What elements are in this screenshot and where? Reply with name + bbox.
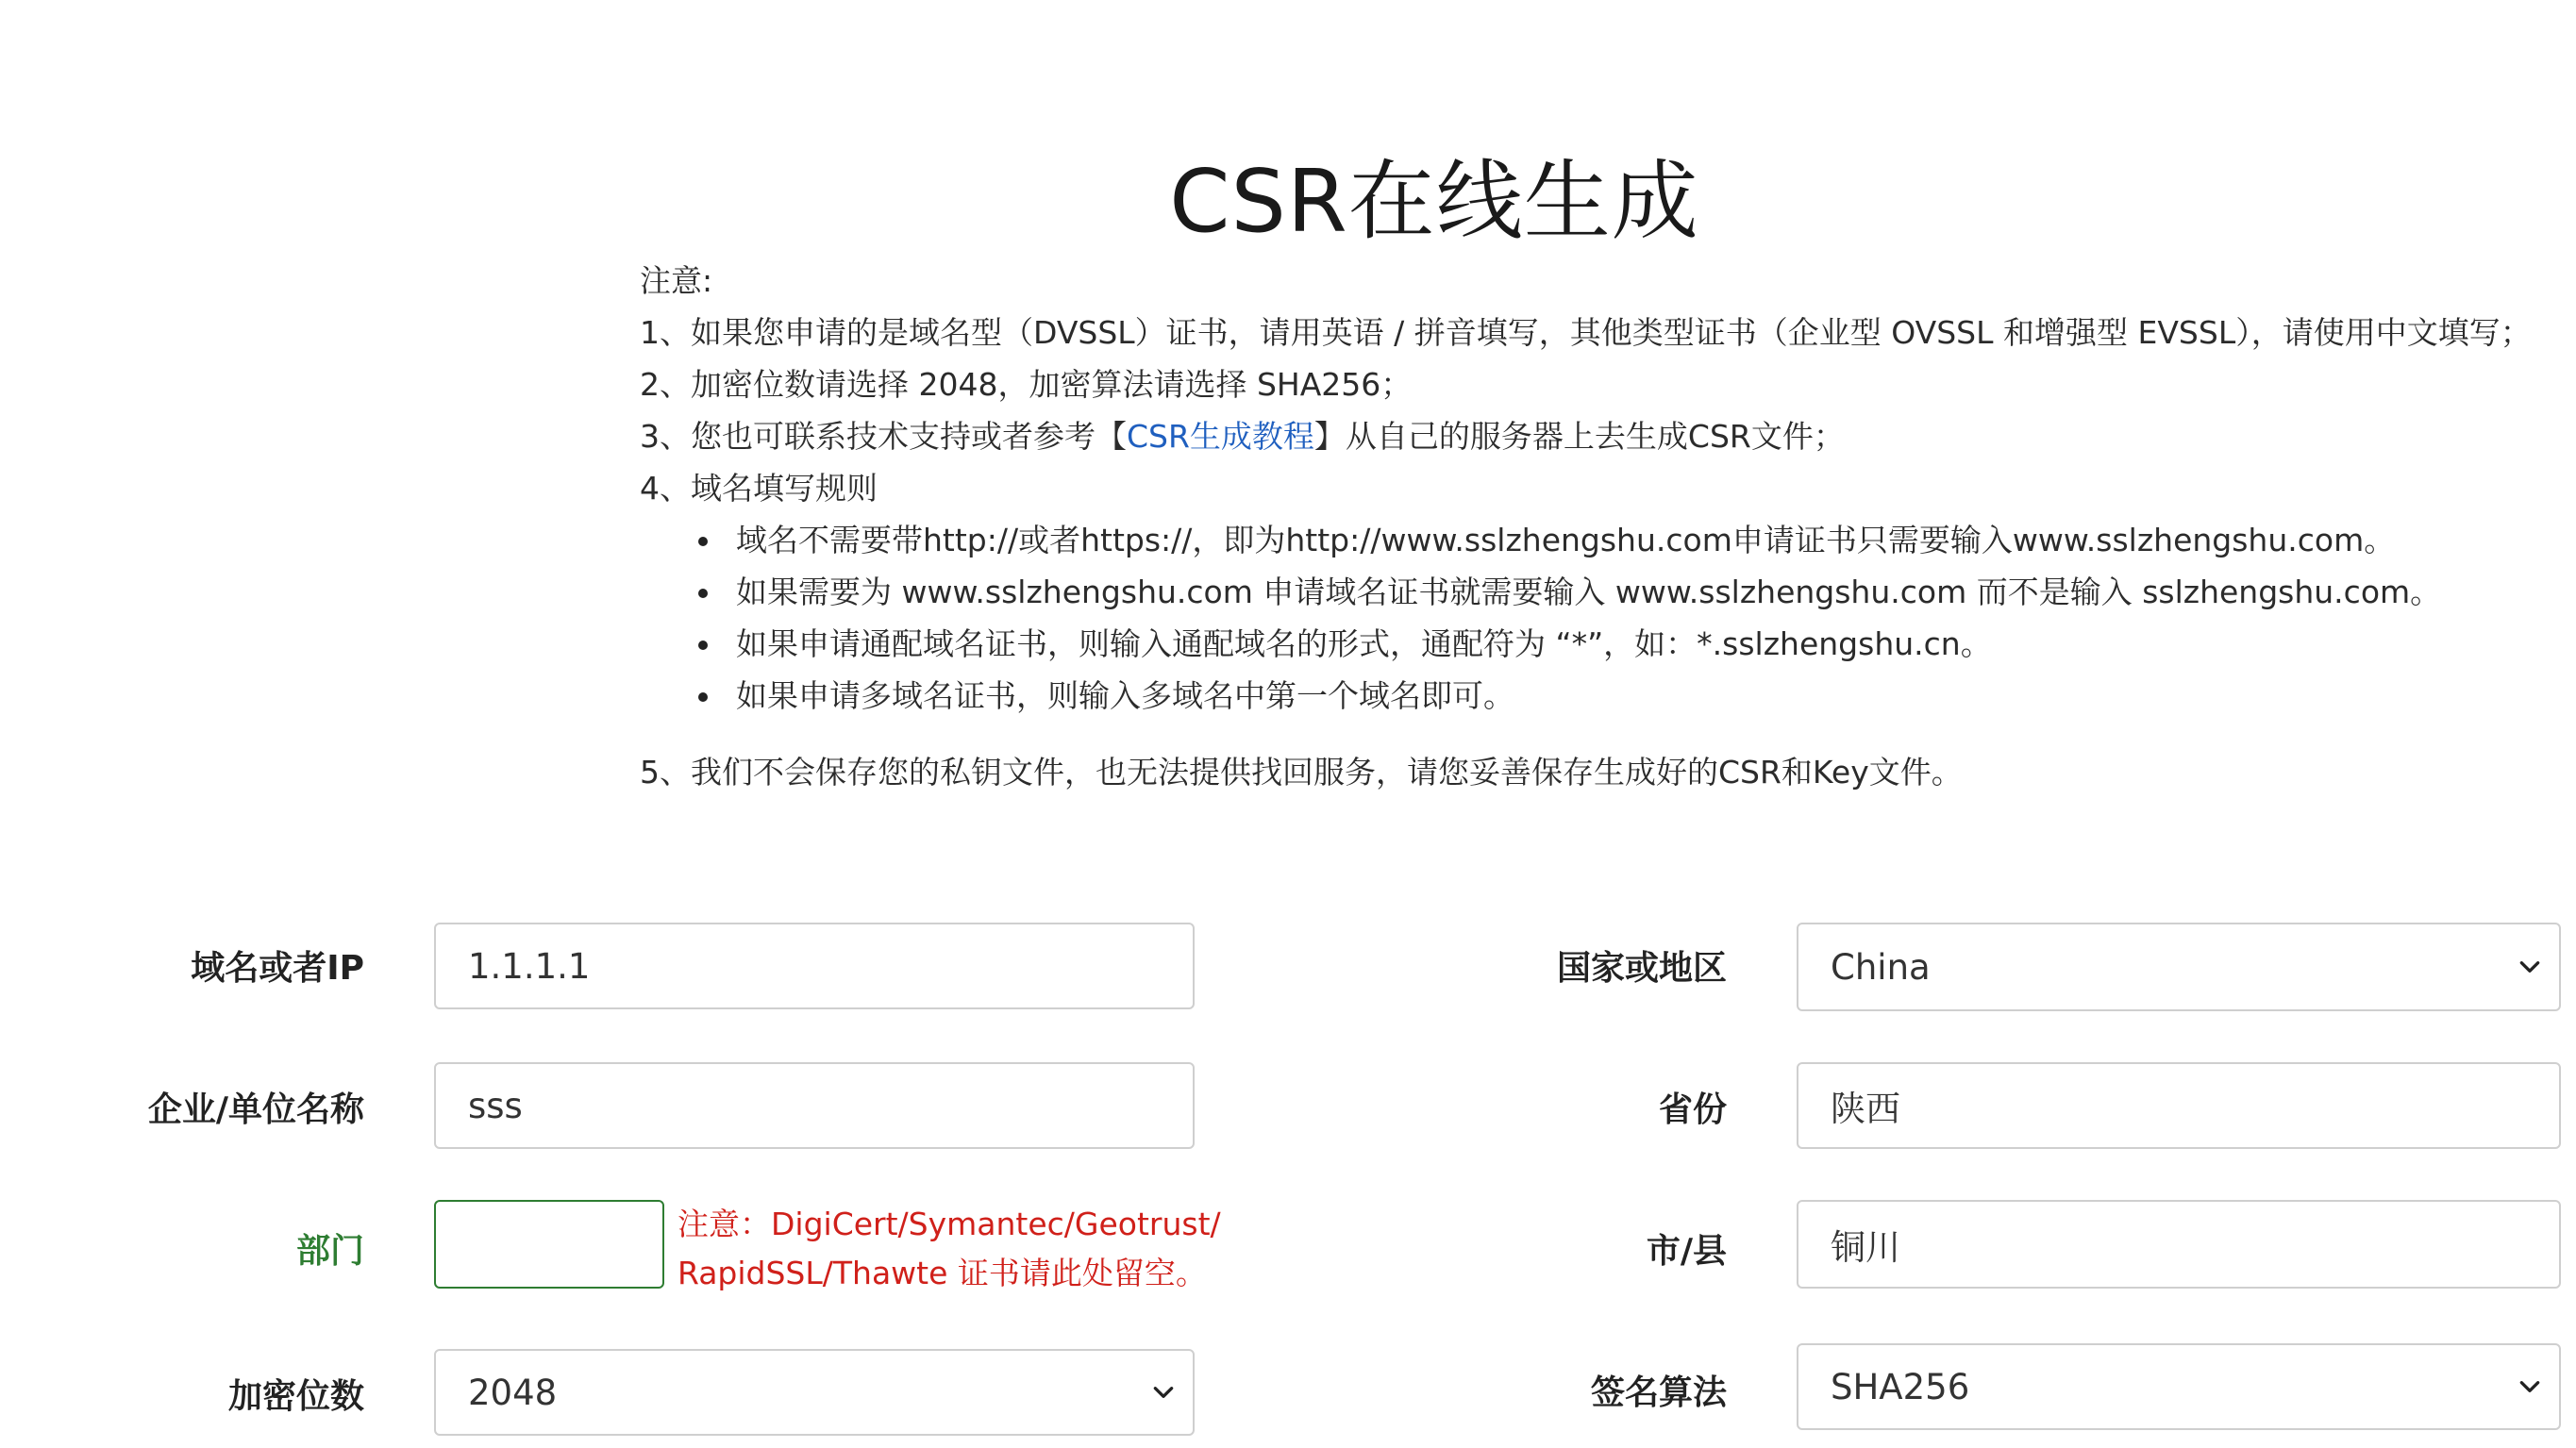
province-input[interactable] <box>1797 1062 2561 1149</box>
department-warning <box>677 1200 1221 1298</box>
notice-heading: 注意: <box>640 262 713 299</box>
chevron-down-icon <box>1151 1380 1176 1405</box>
notice-item-1: 1、如果您申请的是域名型（DVSSL）证书，请用英语 / 拼音填写，其他类型证书（企业型 OVSSL 和增强型 EVSSL），请使用中文填写； <box>640 314 2532 351</box>
company-label: 企业/单位名称 <box>147 1090 364 1129</box>
country-label: 国家或地区 <box>1556 949 1727 988</box>
city-label: 市/县 <box>1646 1232 1727 1271</box>
page-title: CSR在线生成 <box>1169 151 1699 252</box>
domain-input[interactable] <box>434 923 1195 1009</box>
key-size-label: 加密位数 <box>227 1377 364 1416</box>
domain-rules-list <box>640 514 2565 722</box>
company-input-value: sss <box>468 1085 523 1126</box>
country-select-value: China <box>1831 946 1931 988</box>
domain-input-value: 1.1.1.1 <box>468 945 591 987</box>
notice-section <box>640 255 2565 798</box>
notice-item-5: 5、我们不会保存您的私钥文件，也无法提供找回服务，请您妥善保存生成好的CSR和Key文件。 <box>640 754 1963 791</box>
department-label: 部门 <box>295 1232 364 1271</box>
notice-item-2: 2、加密位数请选择 2048，加密算法请选择 SHA256； <box>640 366 1413 403</box>
city-input[interactable] <box>1797 1200 2561 1289</box>
csr-tutorial-link[interactable]: CSR生成教程 <box>1127 418 1314 455</box>
department-input[interactable] <box>434 1200 664 1289</box>
notice-item-3-prefix: 3、您也可联系技术支持或者参考【 <box>640 418 1127 455</box>
city-input-value: 铜川 <box>1831 1227 1900 1268</box>
algorithm-label: 签名算法 <box>1590 1373 1727 1412</box>
domain-rule-item: 域名不需要带http://或者https://，即为http://www.sslzhengshu.com申请证书只需要输入www.sslzhengshu.com。 <box>640 514 2565 566</box>
key-size-select[interactable] <box>434 1349 1195 1436</box>
key-size-select-value: 2048 <box>468 1372 558 1413</box>
chevron-down-icon <box>2517 955 2542 979</box>
department-warning-line-1: 注意：DigiCert/Symantec/Geotrust/ <box>677 1206 1221 1242</box>
chevron-down-icon <box>2517 1374 2542 1399</box>
province-label: 省份 <box>1658 1090 1727 1129</box>
notice-item-3-suffix: 】从自己的服务器上去生成CSR文件； <box>1313 418 1845 455</box>
domain-rule-item: 如果申请通配域名证书，则输入通配域名的形式，通配符为 “*”，如：*.sslzhengshu.cn。 <box>640 618 2565 670</box>
notice-item-3 <box>640 410 2565 462</box>
algorithm-select-value: SHA256 <box>1831 1366 1970 1407</box>
company-input[interactable] <box>434 1062 1195 1149</box>
domain-rule-item: 如果需要为 www.sslzhengshu.com 申请域名证书就需要输入 www.sslzhengshu.com 而不是输入 sslzhengshu.com。 <box>640 566 2565 618</box>
province-input-value: 陕西 <box>1831 1089 1900 1129</box>
algorithm-select[interactable] <box>1797 1343 2561 1430</box>
notice-item-4: 4、域名填写规则 <box>640 470 878 507</box>
domain-rule-item: 如果申请多域名证书，则输入多域名中第一个域名即可。 <box>640 670 2565 722</box>
domain-label: 域名或者IP <box>191 949 364 988</box>
country-select[interactable] <box>1797 923 2561 1011</box>
department-warning-line-2: RapidSSL/Thawte 证书请此处留空。 <box>677 1255 1207 1291</box>
